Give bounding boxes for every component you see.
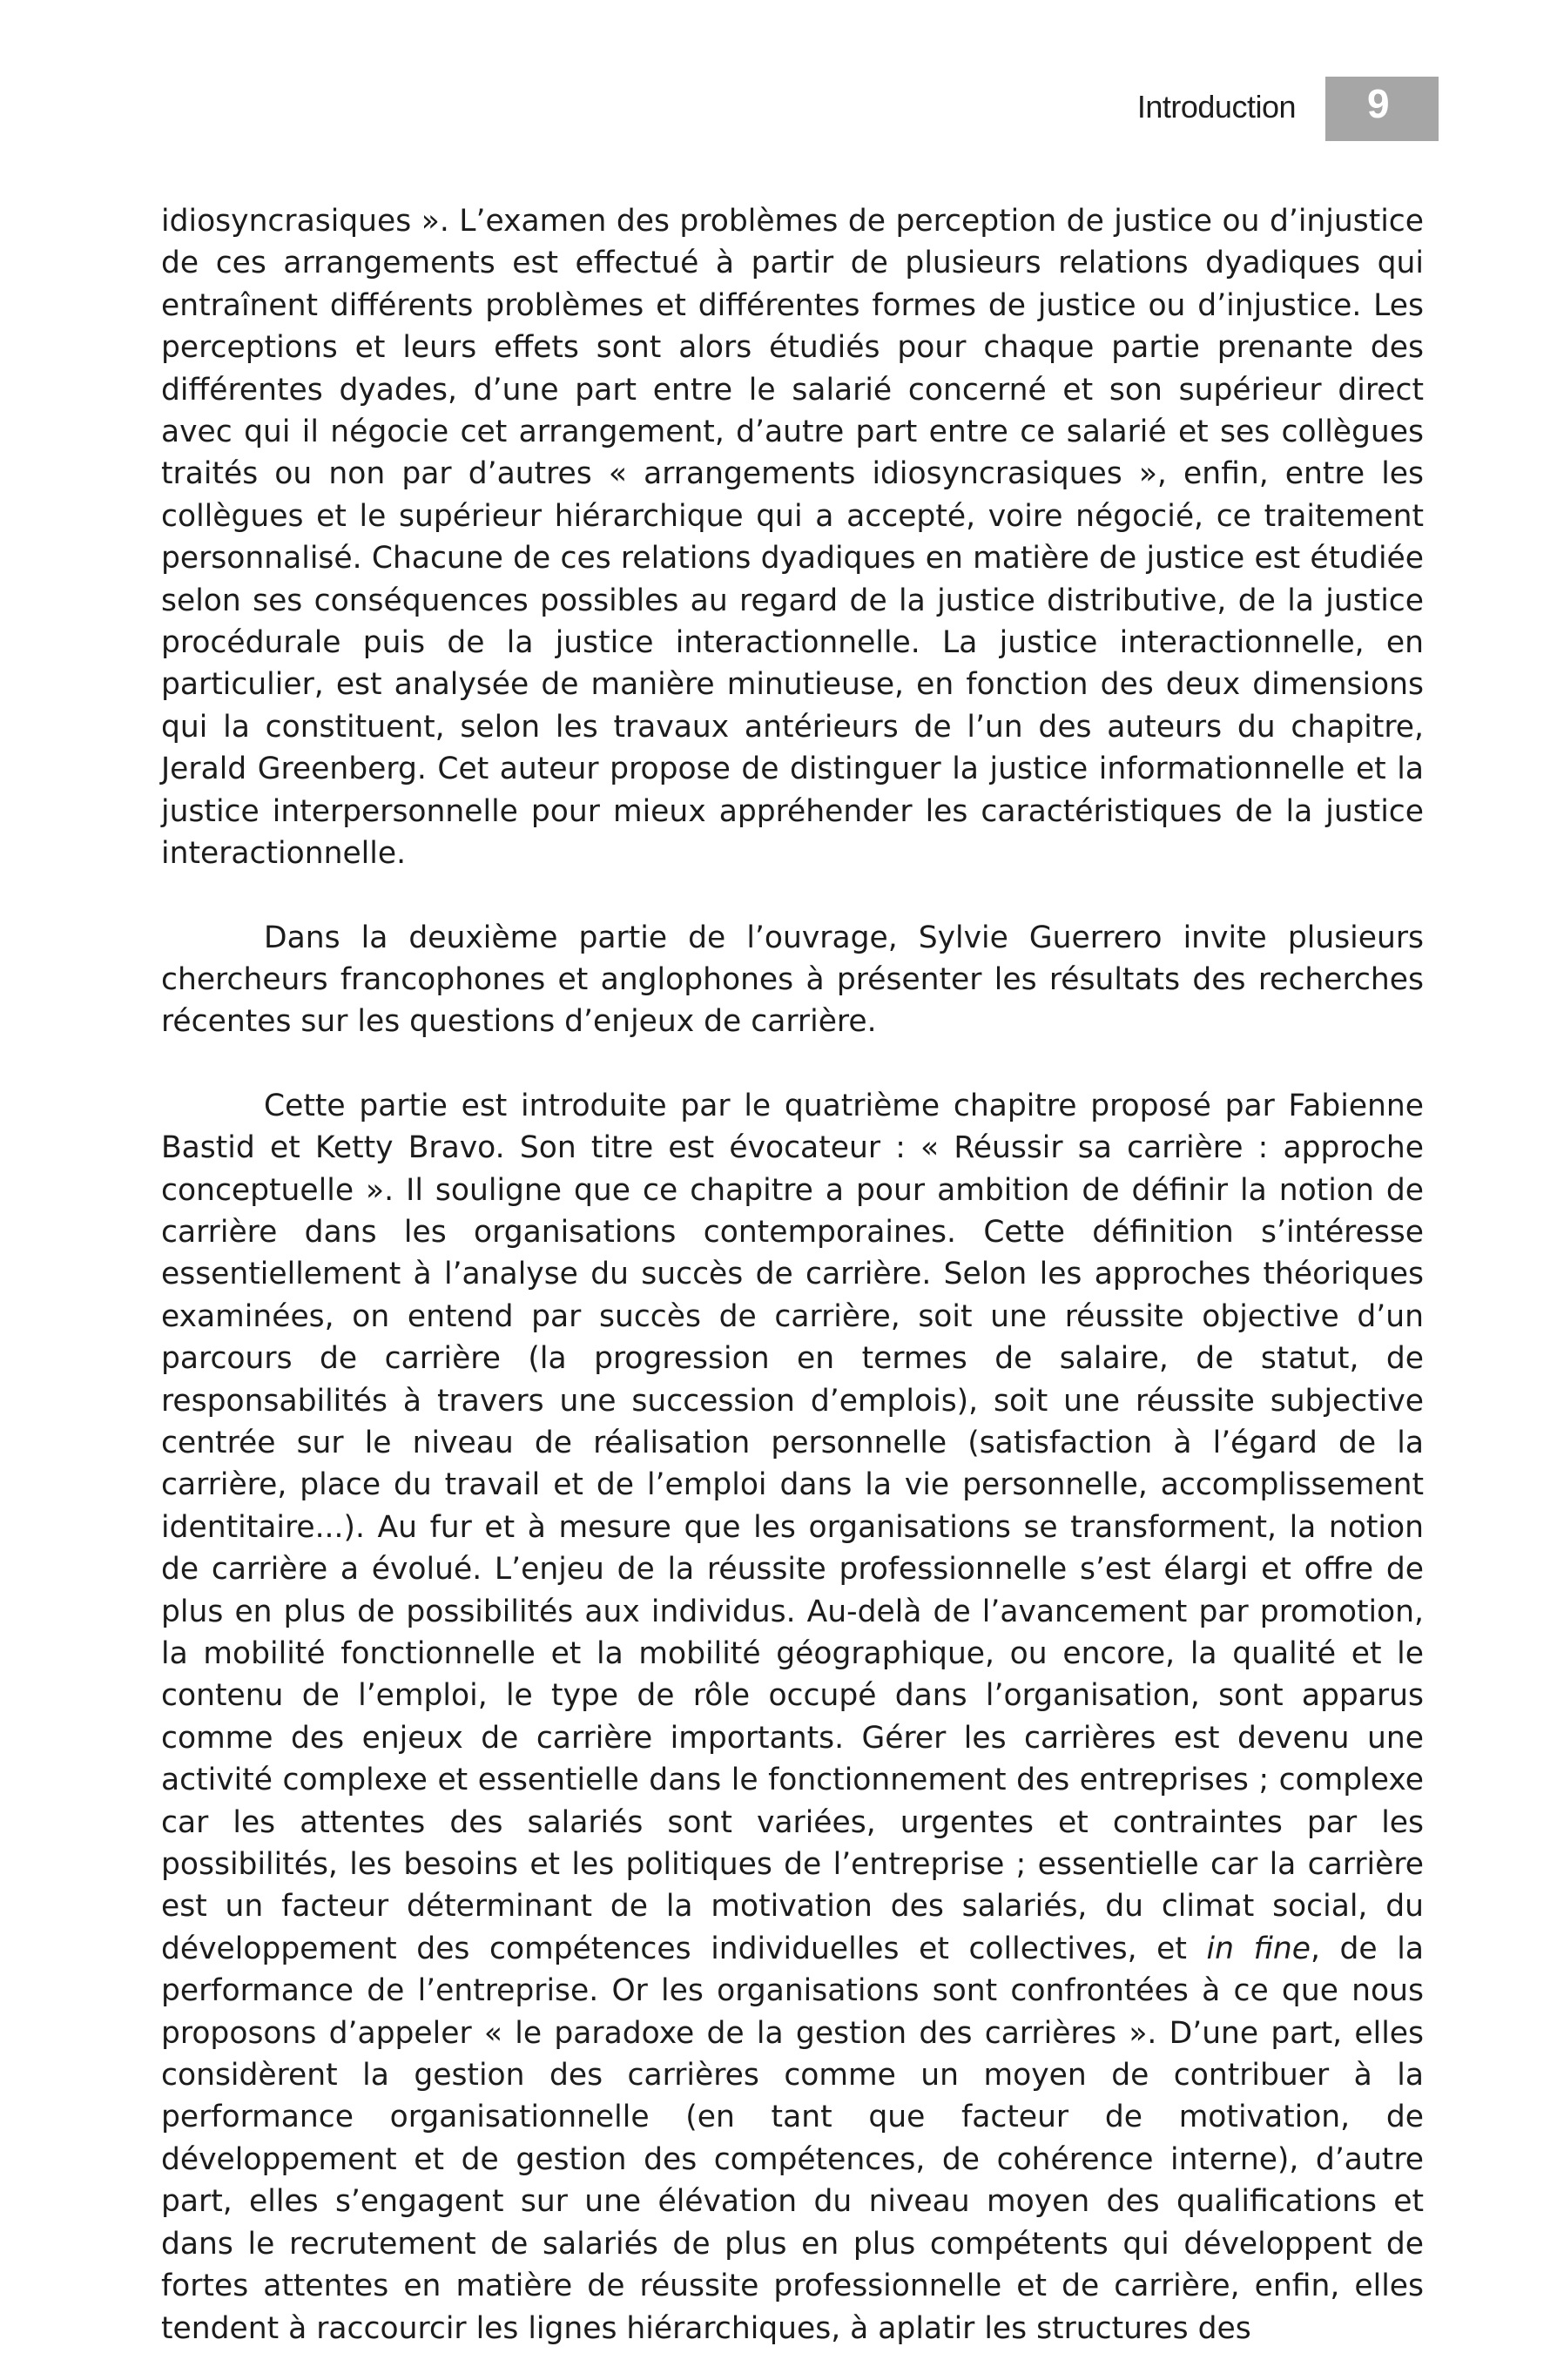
italic-phrase: in fine	[1206, 1931, 1311, 1966]
page-number-box	[1325, 77, 1439, 141]
paragraph: idiosyncrasiques ». L’examen des problèmes de perception de justice ou d’injustice de ces arrangements est effectué à partir de plusieurs relations dyadiques qui entraînent différents problèmes et différentes formes de justice ou d’injustice. Les perceptions et leurs effets sont alors étudiés pour chaque partie prenante des différentes dyades, d’une part entre le salarié concerné et son supérieur direct avec qui il négocie cet arrangement, d’autre part entre ce salarié et ses collègues traités ou non par d’autres « arrangements idiosyncrasiques », enfin, entre les collègues et le supérieur hiérarchique qui a accepté, voire négocié, ce traitement personnalisé. Chacune de ces relations dyadiques en matière de justice est étudiée selon ses conséquences possibles au regard de la justice distributive, de la justice procédurale puis de la justice interactionnelle. La justice interactionnelle, en particulier, est analysée de manière minutieuse, en fonction des deux dimensions qui la constituent, selon les travaux antérieurs de l’un des auteurs du chapitre, Jerald Greenberg. Cet auteur propose de distinguer la justice informationnelle et la justice interpersonnelle pour mieux appréhender les caractéristiques de la justice interactionnelle.	[161, 204, 1424, 872]
running-title: Introduction	[1136, 89, 1296, 125]
paragraph: Dans la deuxième partie de l’ouvrage, Sylvie Guerrero invite plusieurs chercheurs francophones et anglophones à présenter les résultats des recherches récentes sur les questions d’enjeux de carrière.	[161, 920, 1424, 1040]
page-number: 9	[1367, 81, 1390, 126]
body-text	[161, 200, 1424, 2350]
running-head	[0, 77, 1557, 145]
paragraph: Cette partie est introduite par le quatrième chapitre proposé par Fabienne Bastid et Ketty Bravo. Son titre est évocateur : « Réussir sa carrière : approche conceptuelle ». Il souligne que ce chapitre a pour ambition de définir la notion de carrière dans les organisations contemporaines. Cette définition s’intéresse essentiellement à l’analyse du succès de carrière. Selon les approches théoriques examinées, on entend par succès de carrière, soit une réussite objective d’un parcours de carrière (la progression en termes de salaire, de statut, de responsabilités à travers une succession d’emplois), soit une réussite subjective centrée sur le niveau de réalisation personnelle (satisfaction à l’égard de la carrière, place du travail et de l’emploi dans la vie personnelle, accomplissement identitaire...). Au fur et à mesure que les organisations se transforment, la notion de carrière a évolué. L’enjeu de la réussite professionnelle s’est élargi et offre de plus en plus de possibilités aux individus. Au-delà de l’avancement par promotion, la mobilité fonctionnelle et la mobilité géographique, ou encore, la qualité et le contenu de l’emploi, le type de rôle occupé dans l’organisation, sont apparus comme des enjeux de carrière importants. Gérer les carrières est devenu une activité complexe et essentielle dans le fonctionnement des entreprises ; complexe car les attentes des salariés sont variées, urgentes et contraintes par les possibilités, les besoins et les politiques de l’entreprise ; essentielle car la carrière est un facteur déterminant de la motivation des salariés, du climat social, du développement des compétences individuelles et collectives, et in fine, de la performance de l’entreprise. Or les organisations sont confrontées à ce que nous proposons d’appeler « le paradoxe de la gestion des carrières ». D’une part, elles considèrent la gestion des carrières comme un moyen de contribuer à la performance organisationnelle (en tant que facteur de motivation, de développement et de gestion des compétences, de cohérence interne), d’autre part, elles s’engagent sur une élévation du niveau moyen des qualifications et dans le recrutement de salariés de plus en plus compétents qui développent de fortes attentes en matière de réussite professionnelle et de carrière, enfin, elles tendent à raccourcir les lignes hiérarchiques, à aplatir les structures des	[161, 1088, 1424, 2346]
